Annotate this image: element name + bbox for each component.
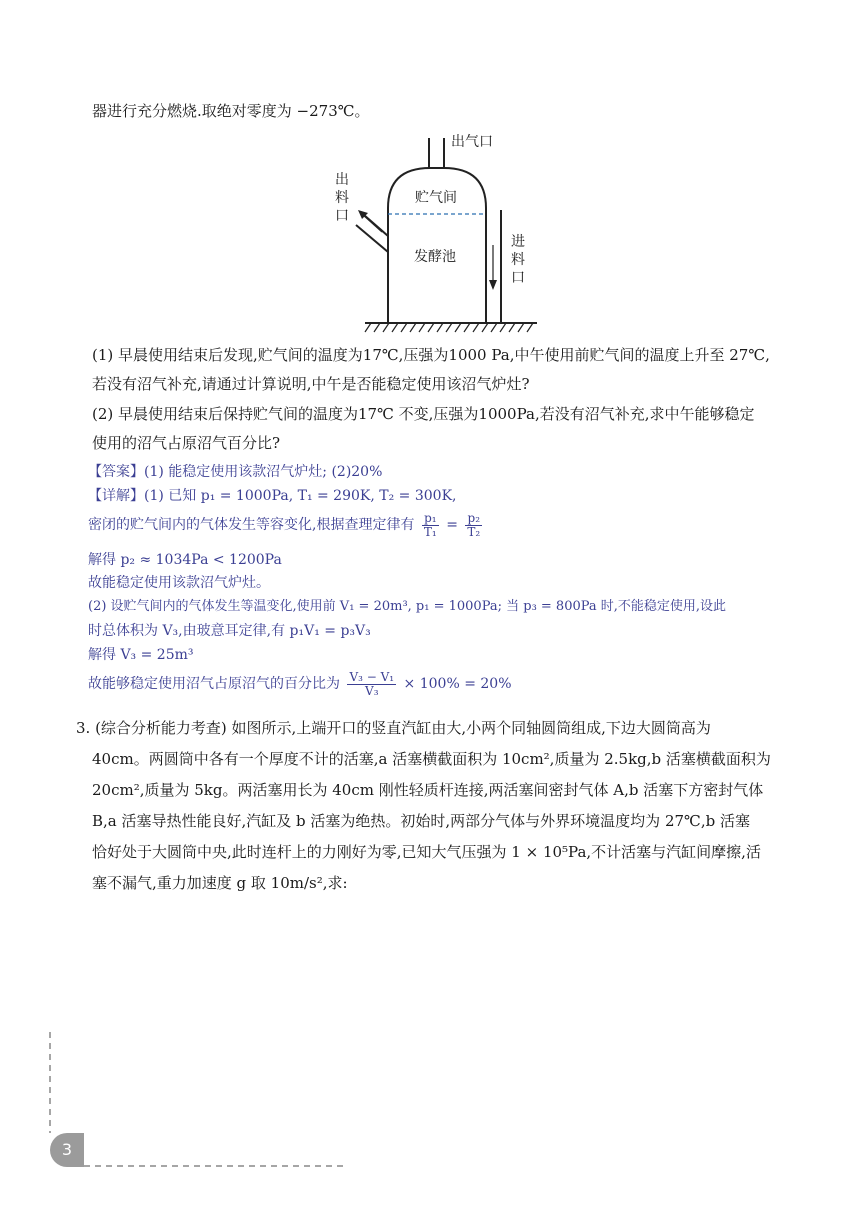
- problem3-line-3: 20cm²,质量为 5kg。两活塞用长为 40cm 刚性轻质杆连接,两活塞间密封气体 A,b 活塞下方密封气体: [92, 781, 764, 799]
- problem3-line-1: 3. (综合分析能力考查) 如图所示,上端开口的竖直汽缸由大,小两个同轴圆筒组成,下边大圆筒高为: [76, 719, 711, 737]
- problem3-line-6: 塞不漏气,重力加速度 g 取 10m/s²,求:: [92, 874, 348, 892]
- fraction-p2-t2: $\frac{\text{p₂}}{\text{T₂}}$: [467, 510, 481, 539]
- detail-line-6: 时总体积为 V₃,由玻意耳定律,有 p₁V₁ = p₃V₃: [88, 623, 371, 639]
- intro-line: 器进行充分燃烧.取绝对零度为 −273℃。: [92, 102, 370, 120]
- detail-line-1: 【详解】(1) 已知 p₁ = 1000Pa, T₁ = 290K, T₂ = 300K,: [88, 488, 457, 504]
- question-2-line-2: 使用的沼气占原沼气百分比?: [92, 434, 281, 452]
- problem3-line-5: 恰好处于大圆筒中央,此时连杆上的力刚好为零,已知大气压强为 1 × 10⁵Pa,不计活塞与汽缸间摩擦,活: [92, 843, 761, 861]
- answer-line: 【答案】(1) 能稳定使用该款沼气炉灶; (2)20%: [88, 464, 383, 480]
- detail-line-8: 故能够稳定使用沼气占原沼气的百分比为 $\frac{\text{V₃ − V₁}}{\text{V₃}}$ × 100% = 20%: [88, 669, 512, 698]
- fraction-p1-t1: $\frac{\text{p₁}}{\text{T₁}}$: [423, 510, 437, 539]
- detail-line-2: 密闭的贮气间内的气体发生等容变化,根据查理定律有 $\frac{\text{p₁}}{\text{T₁}}$ = $\frac{\text{p₂}}{\text{T₂}}$: [88, 510, 481, 539]
- question-1-line-1: (1) 早晨使用结束后发现,贮气间的温度为17℃,压强为1000 Pa,中午使用前贮气间的温度上升至 27℃,: [92, 346, 770, 364]
- page-number: 3: [50, 1133, 84, 1167]
- problem3-line-4: B,a 活塞导热性能良好,汽缸及 b 活塞为绝热。初始时,两部分气体与外界环境温度均为 27℃,b 活塞: [92, 812, 750, 830]
- question-1-line-2: 若没有沼气补充,请通过计算说明,中午是否能稳定使用该沼气炉灶?: [92, 375, 530, 393]
- question-2-line-1: (2) 早晨使用结束后保持贮气间的温度为17℃ 不变,压强为1000Pa,若没有沼气补充,求中午能够稳定: [92, 405, 755, 423]
- detail-line-5: (2) 设贮气间内的气体发生等温变化,使用前 V₁ = 20m³, p₁ = 1000Pa; 当 p₃ = 800Pa 时,不能稳定使用,设此: [88, 599, 727, 614]
- detail-line-4: 故能稳定使用该款沼气炉灶。: [88, 575, 270, 591]
- problem3-line-2: 40cm。两圆筒中各有一个厚度不计的活塞,a 活塞横截面积为 10cm²,质量为 2.5kg,b 活塞横截面积为: [92, 750, 771, 768]
- label-inlet-material: 进 料 口: [511, 234, 525, 286]
- label-gas-room: 贮气间: [415, 190, 457, 206]
- detail-line-7: 解得 V₃ = 25m³: [88, 647, 194, 663]
- label-ferment-pool: 发酵池: [414, 249, 456, 265]
- label-outlet-gas: 出气口: [451, 134, 493, 150]
- detail-line-3: 解得 p₂ ≈ 1034Pa < 1200Pa: [88, 552, 282, 568]
- label-outlet-material: 出 料 口: [335, 172, 349, 224]
- fraction-v3-v1: $\frac{\text{V₃ − V₁}}{\text{V₃}}$: [349, 669, 395, 698]
